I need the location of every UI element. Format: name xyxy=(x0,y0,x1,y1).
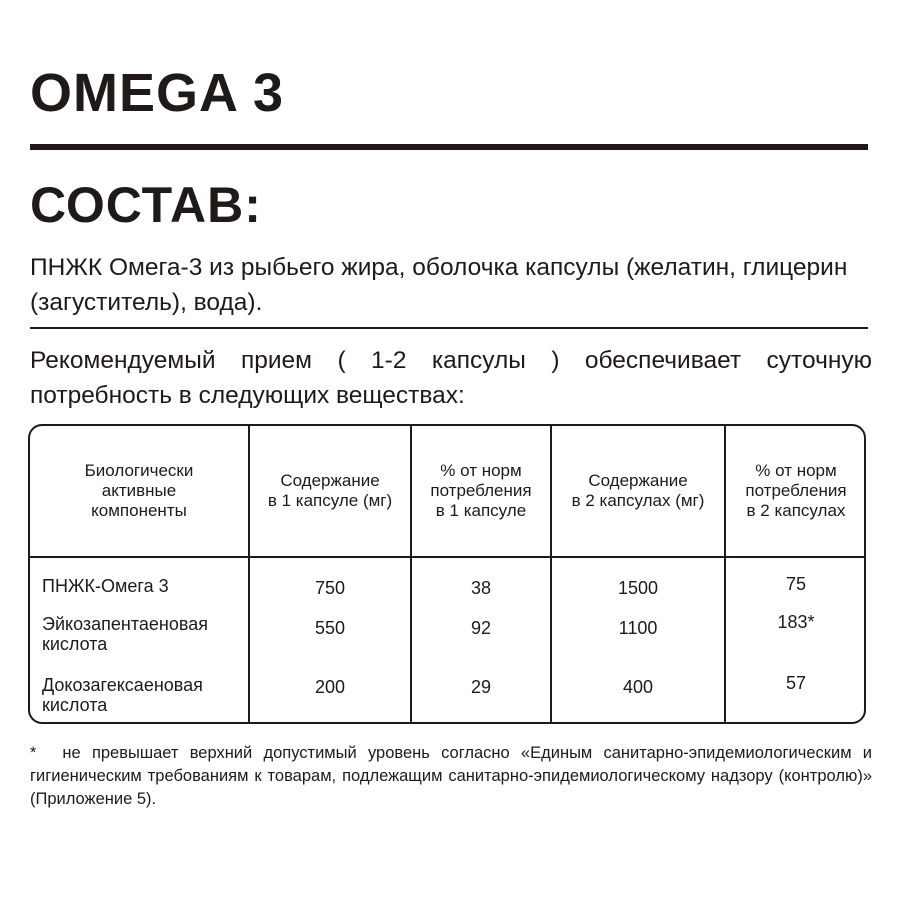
intake-text: Рекомендуемый прием ( 1-2 капсулы ) обеспечивает суточную потребность в следующих веществах: xyxy=(30,347,872,409)
composition-text: ПНЖК Омега-3 из рыбьего жира, оболочка капсулы (желатин, глицерин (загуститель), вода). xyxy=(30,254,848,316)
product-title: OMEGA 3 xyxy=(30,63,285,123)
table-header-cell: Содержание в 1 капсуле (мг) xyxy=(267,471,393,510)
table-cell: 1500 xyxy=(617,578,659,598)
table-header-cell: % от норм потребления в 1 капсуле xyxy=(430,461,532,520)
table-cell: 400 xyxy=(622,677,654,697)
table-row-label: Докозагексаеновая кислота xyxy=(42,675,203,715)
table-cell: 183* xyxy=(777,612,815,632)
table-cell: 750 xyxy=(314,578,346,598)
table-header-cell: % от норм потребления в 2 капсулах xyxy=(745,461,847,520)
table-header-cell: Содержание в 2 капсулах (мг) xyxy=(571,471,705,510)
table-row-label: Эйкозапентаеновая кислота xyxy=(42,614,208,654)
table-cell: 29 xyxy=(470,677,492,697)
table-cell: 38 xyxy=(470,578,492,598)
table-row-label: ПНЖК-Омега 3 xyxy=(42,576,169,596)
footnote-marker: * xyxy=(30,744,37,762)
nutrient-table xyxy=(28,424,866,724)
table-header-cell: Биологически активные компоненты xyxy=(84,461,194,520)
table-header-divider xyxy=(30,556,864,558)
composition-divider xyxy=(30,327,868,329)
table-cell: 75 xyxy=(785,574,807,594)
title-divider xyxy=(30,144,868,150)
table-cell: 200 xyxy=(314,677,346,697)
footnote xyxy=(30,742,872,811)
table-cell: 57 xyxy=(785,673,807,693)
table-cell: 1100 xyxy=(618,618,658,638)
composition-heading: СОСТАВ: xyxy=(30,177,262,233)
footnote-text: не превышает верхний допустимый уровень согласно «Единым санитарно-эпидемиологическим и гигиеническим требованиям к товарам, подлежащим санитарно-эпидемиологическому надзору (контролю)» (Приложение 5). xyxy=(30,744,872,808)
table-cell: 550 xyxy=(314,618,346,638)
table-cell: 92 xyxy=(470,618,492,638)
